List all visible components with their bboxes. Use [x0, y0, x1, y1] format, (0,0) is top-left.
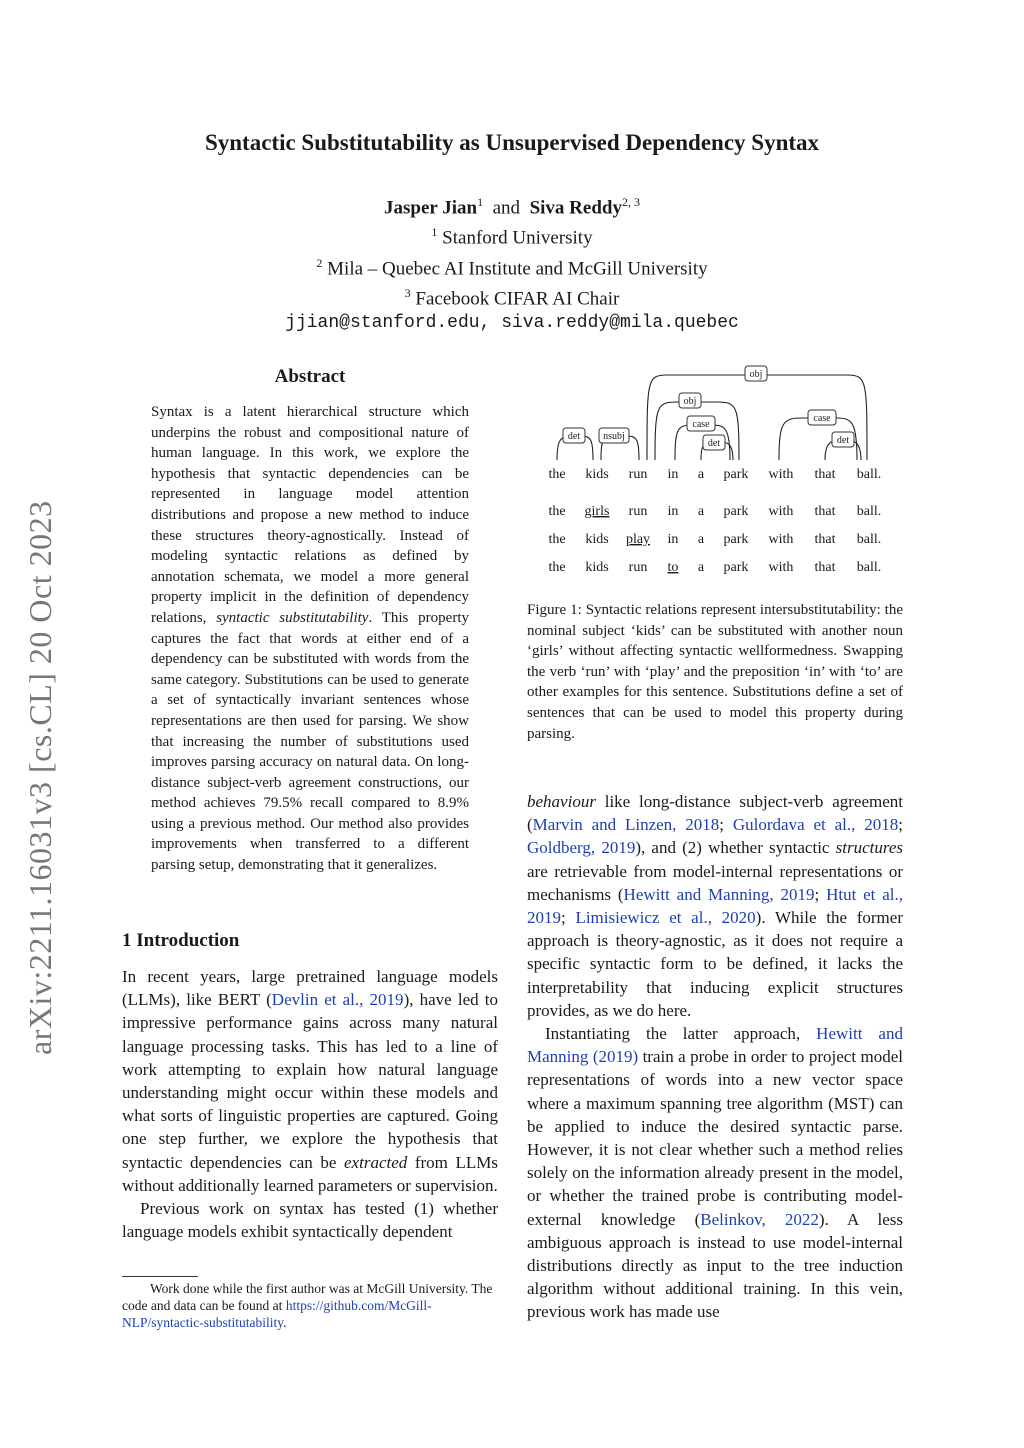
figure-word: kids [585, 467, 609, 482]
separator: ; [898, 815, 903, 835]
intro-left-column [122, 965, 498, 1243]
figure-word: kids [585, 532, 609, 547]
abstract-part-a: Syntax is a latent hierarchical structure which underpins the robust and compositional nature of human language. In this work, we explore the hypothesis that syntactic dependencies can be represented in language model attention distributions and propose a new method to induce these structures theory-agnostically. Instead of modeling syntactic relations as defined by annotation schemata, we model a more general property implicit in the definition of dependency relations, [151, 404, 469, 626]
figure-word: with [768, 504, 794, 519]
footnote [122, 1280, 500, 1331]
figure-word: park [723, 532, 749, 547]
separator: ; [719, 815, 733, 835]
right-p1-b: ), and (2) whether syntactic [635, 838, 836, 858]
figure-word: the [548, 504, 566, 519]
figure-word: run [628, 467, 648, 482]
citation-link[interactable]: Limisiewicz et al., 2020 [575, 908, 756, 928]
figure-word: the [548, 560, 566, 575]
arc-label-det-that: det [836, 435, 850, 446]
figure-word: park [723, 467, 749, 482]
separator: ; [561, 908, 576, 928]
author-2: Siva Reddy [529, 197, 622, 219]
right-p1-d: ). While the former approach is theory-agnostic, as it does not require a specific syntactic form to be defined, it lacks the interpretability that inducing explicit structures provides, as we do here. [527, 908, 903, 1020]
citation-link[interactable]: Devlin et al., 2019 [271, 990, 404, 1010]
code-link[interactable]: https://github.com/McGill-NLP/syntactic-substitutability [122, 1298, 432, 1330]
arc-label-case-in: case [692, 419, 710, 430]
figure-word: with [768, 560, 794, 575]
figure-word: park [723, 504, 749, 519]
figure-word: to [667, 560, 679, 575]
arc-label-det-a: det [707, 438, 721, 449]
figure-word: a [697, 504, 705, 519]
affil-3-text: Facebook CIFAR AI Chair [415, 288, 620, 310]
affil-1-text: Stanford University [442, 227, 593, 249]
arc-label-obj-park: obj [683, 396, 697, 407]
affil-2-sup: 2 [316, 255, 323, 270]
abstract-text [151, 402, 469, 876]
right-paragraph-2 [527, 1022, 903, 1324]
right-p2-c: ). A less ambiguous approach is instead to use model-internal distributions directly as input to the tree induction algorithm without additional training. In this vein, previous work has made use [527, 1209, 903, 1322]
right-p2-a: Instantiating the latter approach, [545, 1024, 817, 1044]
figure-word: that [814, 532, 836, 547]
intro-paragraph-2 [122, 1197, 498, 1243]
right-column-body [527, 790, 903, 1324]
figure-word: in [667, 504, 679, 519]
citation-link[interactable]: Htut et al., 2019 [527, 884, 903, 928]
figure-word: ball. [856, 467, 882, 482]
figure-word: a [697, 467, 705, 482]
figure-word: that [814, 467, 836, 482]
footnote-text: Work done while the first author was at McGill University. The code and data can be found at [122, 1281, 493, 1313]
figure-word: the [548, 532, 566, 547]
footnote-rule [122, 1276, 198, 1277]
figure-word: in [667, 532, 679, 547]
figure-word: that [814, 504, 836, 519]
figure-word: ball. [856, 560, 882, 575]
figure-word: in [667, 467, 679, 482]
footnote-end: . [283, 1315, 287, 1330]
arc-label-obj-top: obj [749, 369, 763, 380]
arc-label-case-with: case [813, 413, 831, 424]
intro-p1-c: from LLMs without additionally learned parameters or supervision. [122, 1152, 499, 1195]
figure-word: a [697, 532, 705, 547]
arc-label-nsubj: nsubj [603, 431, 625, 442]
figure-word: ball. [856, 532, 882, 547]
intro-paragraph-1 [122, 965, 498, 1197]
author-and: and [492, 197, 521, 219]
figure-word: run [628, 504, 648, 519]
affiliation-3 [0, 281, 1024, 311]
figure-word: ball. [856, 504, 882, 519]
author-block [0, 190, 1024, 335]
right-p1-emphasis-2: structures [835, 838, 904, 858]
citation-link[interactable]: Marvin and Linzen, 2018 [532, 815, 720, 835]
right-paragraph-1 [527, 790, 903, 1022]
intro-p1-emphasis: extracted [344, 1152, 408, 1172]
citation-link[interactable]: Belinkov, 2022 [700, 1209, 819, 1229]
figure-word: that [814, 560, 836, 575]
citation-link[interactable]: Hewitt and Manning, 2019 [623, 884, 815, 904]
section-heading-introduction: 1 Introduction [122, 930, 240, 951]
arc-label-det-the: det [567, 431, 581, 442]
affil-1-sup: 1 [431, 225, 438, 240]
figure-word: with [768, 467, 794, 482]
figure-word: play [625, 532, 651, 547]
figure-1-caption: Figure 1: Syntactic relations represent intersubstitutability: the nominal subject ‘kids’ can be substituted with another noun ‘girls’ without affecting syntactic wellformedness. Swapping the verb ‘run’ with ‘play’ and the preposition ‘in’ with ‘to’ are other examples for this sentence. Substitutions define a set of sentences that can be used to model this property during parsing. [527, 602, 903, 742]
citation-link[interactable]: Gulordava et al., 2018 [732, 815, 899, 835]
intro-p2-a: Previous work on syntax has tested (1) whether language models exhibit syntactically dependent [122, 1199, 498, 1242]
right-p1-emphasis-1: behaviour [527, 792, 596, 811]
intro-p1-a: In recent years, large pretrained language models (LLMs), like BERT ( [122, 967, 498, 1010]
figure-word: park [723, 560, 749, 575]
author-line [0, 190, 1024, 220]
author-2-sup: 2, 3 [621, 195, 640, 209]
author-1-sup: 1 [477, 195, 484, 209]
figure-word: girls [584, 504, 610, 519]
citation-link[interactable]: Goldberg, 2019 [527, 838, 636, 858]
figure-1-dependency-diagram [527, 360, 907, 590]
abstract-heading: Abstract [274, 366, 346, 387]
separator: ; [814, 884, 827, 904]
figure-word: a [697, 560, 705, 575]
right-p1-c: are retrievable from model-internal representations or mechanisms ( [527, 861, 903, 904]
abstract-part-b: . This property captures the fact that words at either end of a dependency can be substituted with words from the same category. Substitutions can be used to generate a set of syntactically invariant sentences whose representations are then used for parsing. We show that increasing the number of substitutions used improves parsing accuracy on natural data. On long-distance subject-verb agreement constructions, our method achieves 79.5% recall compared to 8.9% using a previous method. Our method also provides improvements when transferred to a different parsing setup, demonstrating that it generalizes. [151, 609, 469, 874]
right-p1-a: like long-distance subject-verb agreement ( [527, 792, 903, 835]
intro-p1-b: ), have led to impressive performance gains across many natural language processing tasks. This has led to a line of work attempting to explain how natural language understanding might occur within these models and what sorts of linguistic properties are captured. Going one step further, we explore the hypothesis that syntactic dependencies can be [122, 990, 499, 1172]
author-emails: jjian@stanford.edu, siva.reddy@mila.quebec [285, 313, 739, 334]
affiliation-2 [0, 251, 1024, 281]
right-p2-b: train a probe in order to project model representations of words into a new vector space where a maximum spanning tree algorithm (MST) can be applied to induce the desired syntactic parse. However, it is not clear whether such a method relies solely on the information already present in the model, or whether the trained probe is contributing model-external knowledge ( [527, 1047, 903, 1229]
figure-sentence-rows [548, 467, 881, 575]
citation-link[interactable]: Hewitt and Manning (2019) [527, 1024, 903, 1067]
figure-word: run [628, 560, 648, 575]
figure-word: the [548, 467, 566, 482]
affil-2-text: Mila – Quebec AI Institute and McGill University [327, 257, 708, 279]
affiliation-1 [0, 220, 1024, 250]
arxiv-stamp: arXiv:2211.16031v3 [cs.CL] 20 Oct 2023 [22, 500, 58, 1055]
figure-word: with [768, 532, 794, 547]
affil-3-sup: 3 [404, 285, 411, 300]
paper-title: Syntactic Substitutability as Unsupervised Dependency Syntax [204, 130, 820, 155]
author-1: Jasper Jian [384, 197, 478, 219]
figure-word: kids [585, 560, 609, 575]
abstract-emphasis: syntactic substitutability [216, 609, 369, 626]
